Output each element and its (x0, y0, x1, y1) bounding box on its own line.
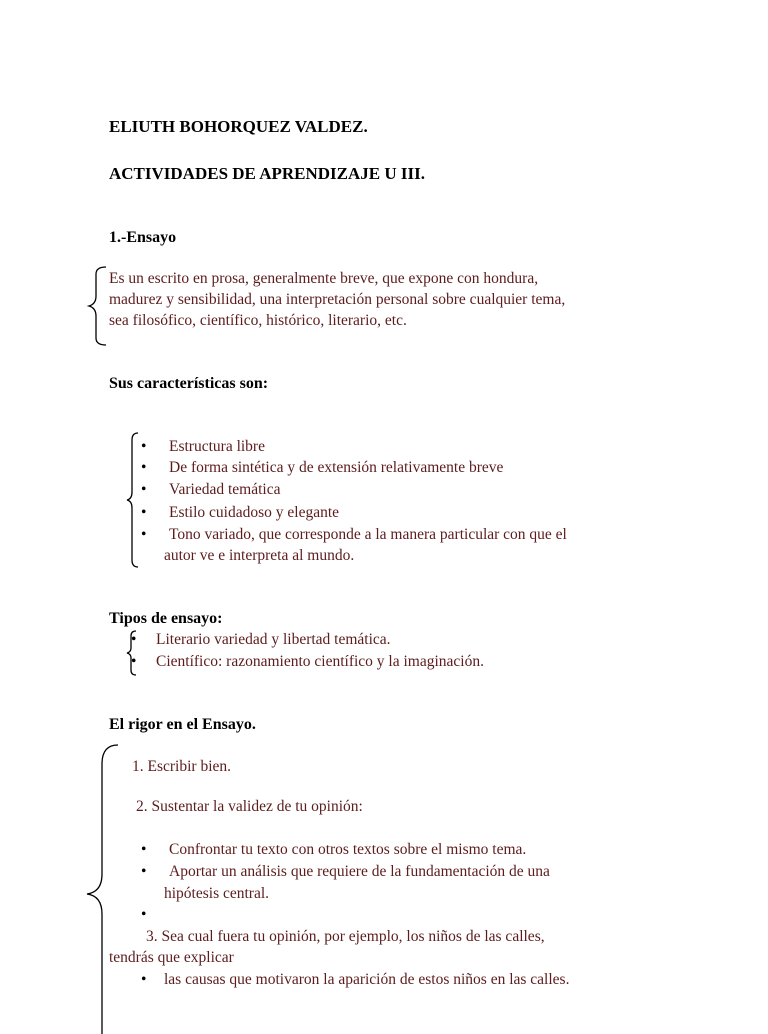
section-heading-caracteristicas: Sus características son: (109, 375, 269, 392)
characteristic-item-4: Estilo cuidadoso y elegante (169, 504, 340, 521)
characteristic-item-5-continuation: autor ve e interpreta al mundo. (164, 547, 355, 564)
bullet-icon: • (141, 504, 147, 521)
bullet-icon: • (141, 481, 147, 498)
characteristic-item-5: Tono variado, que corresponde a la manera particular con que el (169, 526, 567, 543)
bullet-icon: • (141, 906, 147, 923)
rigor-step-3-line-1: 3. Sea cual fuera tu opinión, por ejemplo, los niños de las calles, (146, 928, 545, 945)
rigor-sub-item-1: Confrontar tu texto con otros textos sobre el mismo tema. (169, 841, 527, 858)
characteristic-item-3: Variedad temática (169, 481, 281, 498)
definition-line-1: Es un escrito en prosa, generalmente breve, que expone con hondura, (109, 270, 539, 287)
brace-characteristics (126, 432, 140, 568)
rigor-sub-item-2-continuation: hipótesis central. (164, 885, 270, 902)
bullet-icon: • (141, 526, 147, 543)
bullet-icon: • (131, 653, 137, 670)
characteristic-item-2: De forma sintética y de extensión relativamente breve (169, 459, 504, 476)
type-item-cientifico: Científico: razonamiento científico y la imaginación. (156, 653, 484, 670)
rigor-sub-item-2: Aportar un análisis que requiere de la fundamentación de una (169, 863, 550, 880)
author-name: ELIUTH BOHORQUEZ VALDEZ. (109, 117, 368, 136)
definition-line-3: sea filosófico, científico, histórico, literario, etc. (109, 312, 407, 329)
brace-rigor (86, 744, 120, 1034)
brace-definition (88, 266, 108, 346)
type-item-literario: Literario variedad y libertad temática. (156, 631, 391, 648)
bullet-icon: • (141, 971, 147, 988)
document-title: ACTIVIDADES DE APRENDIZAJE U III. (109, 164, 425, 183)
definition-line-2: madurez y sensibilidad, una interpretación personal sobre cualquier tema, (109, 291, 566, 308)
bullet-icon: • (141, 863, 147, 880)
rigor-step-3-line-2: tendrás que explicar (109, 949, 234, 966)
rigor-step-2: 2. Sustentar la validez de tu opinión: (136, 798, 363, 815)
characteristic-item-1: Estructura libre (169, 438, 265, 455)
bullet-icon: • (141, 841, 147, 858)
section-heading-ensayo: 1.-Ensayo (109, 229, 177, 246)
section-heading-rigor: El rigor en el Ensayo. (109, 716, 256, 733)
bullet-icon: • (141, 459, 147, 476)
rigor-step-3-bullet: las causas que motivaron la aparición de estos niños en las calles. (164, 971, 570, 988)
bullet-icon: • (141, 438, 147, 455)
rigor-step-1: 1. Escribir bien. (132, 758, 232, 775)
bullet-icon: • (131, 631, 137, 648)
section-heading-tipos: Tipos de ensayo: (109, 610, 223, 627)
